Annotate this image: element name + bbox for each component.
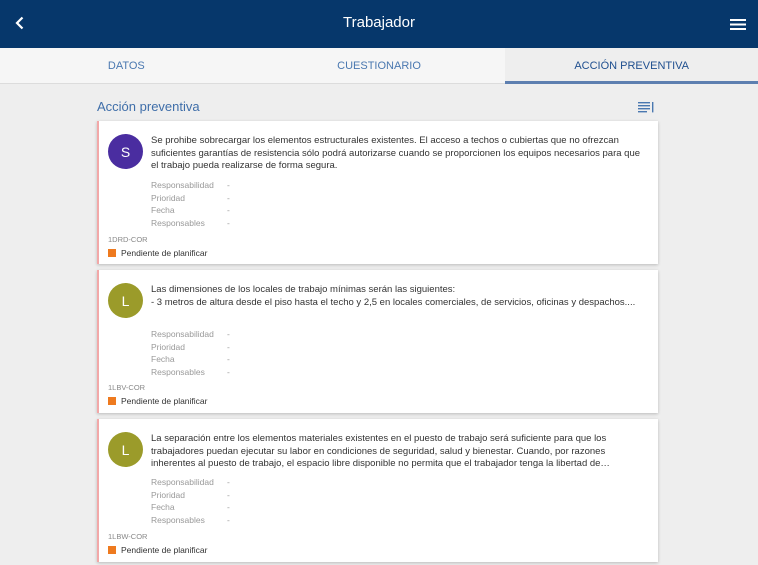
field-value-fecha: - bbox=[227, 502, 230, 512]
tab-cuestionario[interactable]: CUESTIONARIO bbox=[337, 60, 421, 72]
action-description-line: - 3 metros de altura desde el piso hasta el techo y 2,5 en locales comerciales, de servicios, oficinas y despachos.... bbox=[151, 296, 636, 308]
action-code: 1LBW-COR bbox=[108, 532, 148, 541]
page-title: Trabajador bbox=[343, 14, 415, 31]
action-fields bbox=[151, 179, 230, 229]
field-label-fecha: Fecha bbox=[151, 502, 175, 512]
field-label-responsables: Responsables bbox=[151, 366, 205, 377]
field-value-responsabilidad: - bbox=[227, 180, 230, 190]
action-card[interactable] bbox=[97, 270, 658, 413]
status-indicator bbox=[108, 249, 116, 257]
app-header bbox=[0, 0, 758, 48]
status-text: Pendiente de planificar bbox=[121, 396, 208, 406]
status-text: Pendiente de planificar bbox=[121, 545, 208, 555]
menu-button[interactable] bbox=[724, 10, 752, 38]
field-label-prioridad: Prioridad bbox=[151, 489, 186, 500]
field-value-prioridad: - bbox=[227, 341, 230, 352]
field-value-prioridad: - bbox=[227, 192, 230, 203]
tab-accion-preventiva[interactable]: ACCIÓN PREVENTIVA bbox=[505, 48, 758, 83]
hamburger-menu-icon bbox=[730, 18, 746, 31]
action-fields bbox=[151, 328, 230, 378]
field-value-responsabilidad: - bbox=[227, 477, 230, 487]
section-title: Acción preventiva bbox=[97, 99, 200, 114]
status-text: Pendiente de planificar bbox=[121, 248, 208, 258]
list-view-icon[interactable] bbox=[637, 100, 655, 114]
action-description-line: Las dimensiones de los locales de trabajo mínimas serán las siguientes: bbox=[151, 284, 456, 295]
field-value-responsabilidad: - bbox=[227, 329, 230, 339]
status-badge bbox=[108, 545, 207, 555]
field-label-prioridad: Prioridad bbox=[151, 192, 186, 203]
action-code: 1LBV-COR bbox=[108, 383, 146, 392]
field-value-fecha: - bbox=[227, 205, 230, 215]
avatar: L bbox=[108, 432, 143, 467]
action-card[interactable] bbox=[97, 121, 658, 264]
field-label-fecha: Fecha bbox=[151, 205, 175, 215]
field-value-fecha: - bbox=[227, 354, 230, 364]
field-label-responsabilidad: Responsabilidad bbox=[151, 180, 214, 190]
action-fields bbox=[151, 476, 230, 526]
field-label-fecha: Fecha bbox=[151, 354, 175, 364]
status-indicator bbox=[108, 546, 116, 554]
field-label-responsabilidad: Responsabilidad bbox=[151, 477, 214, 487]
field-label-responsables: Responsables bbox=[151, 217, 205, 228]
field-label-responsabilidad: Responsabilidad bbox=[151, 329, 214, 339]
tab-datos[interactable]: DATOS bbox=[107, 60, 145, 72]
chevron-left-icon bbox=[14, 16, 26, 30]
status-badge bbox=[108, 248, 207, 258]
action-card[interactable] bbox=[97, 419, 658, 562]
field-value-responsables: - bbox=[227, 514, 230, 525]
action-description bbox=[151, 284, 646, 309]
field-value-responsables: - bbox=[227, 366, 230, 377]
action-description: La separación entre los elementos materiales existentes en el puesto de trabajo será suficiente para que los trabajadores puedan ejecutar su labor en condiciones de seguridad, salud y bienestar. Cuando, por razones inherentes al puesto de trabajo, el espacio libre disponible no permita que el trabajador tenga la libertad de… bbox=[151, 433, 610, 469]
field-label-prioridad: Prioridad bbox=[151, 341, 186, 352]
tab-bar bbox=[0, 48, 758, 84]
action-code: 1DRD-COR bbox=[108, 235, 148, 244]
status-badge bbox=[108, 396, 207, 406]
action-description: Se prohibe sobrecargar los elementos estructurales existentes. El acceso a techos o cubiertas que no ofrezcan suficientes garantías de resistencia sólo podrá autorizarse cuando se proporcionen los equipos necesarios para que el trabajo pueda realizarse de forma segura. bbox=[151, 135, 641, 171]
field-value-responsables: - bbox=[227, 217, 230, 228]
status-indicator bbox=[108, 397, 116, 405]
back-button[interactable] bbox=[6, 9, 34, 37]
avatar: S bbox=[108, 134, 143, 169]
field-value-prioridad: - bbox=[227, 489, 230, 500]
avatar: L bbox=[108, 283, 143, 318]
field-label-responsables: Responsables bbox=[151, 514, 205, 525]
